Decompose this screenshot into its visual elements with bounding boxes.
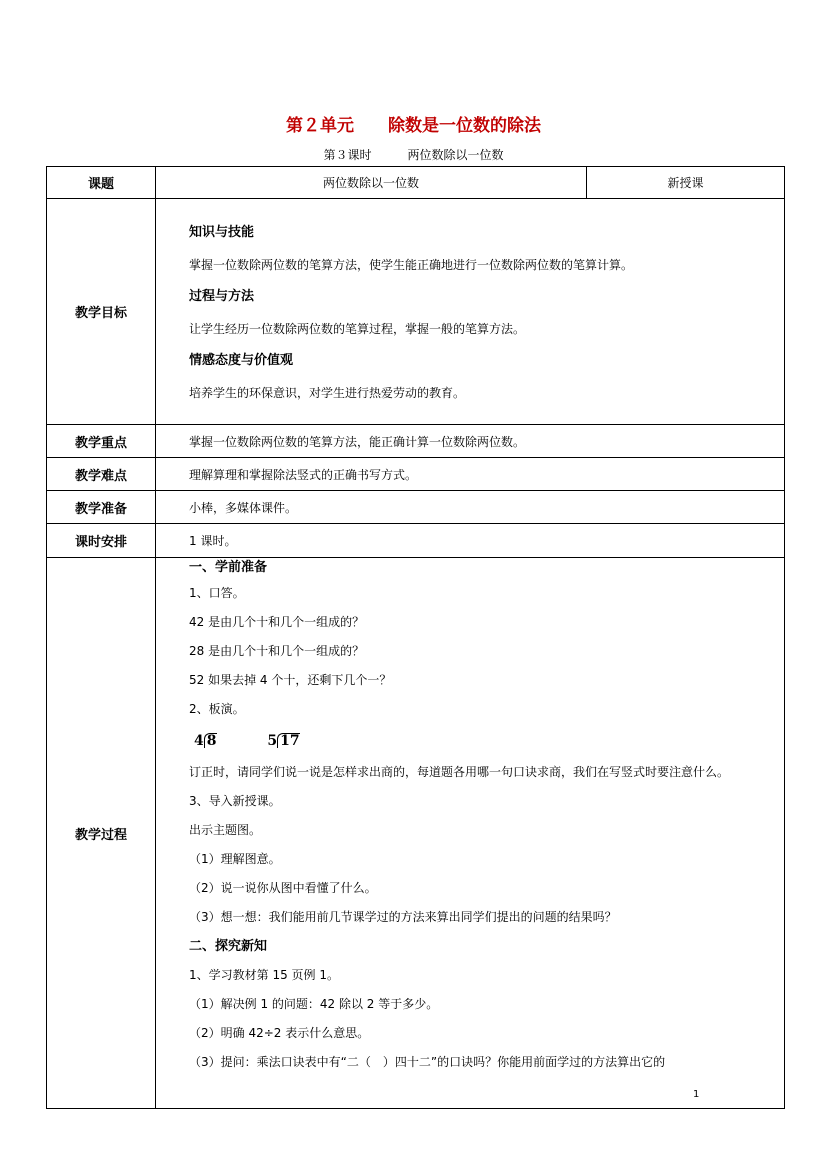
process-line: 2、板演。 xyxy=(189,702,245,716)
difficult-row xyxy=(47,458,785,491)
goals-content xyxy=(156,199,785,425)
process-line: （2）说一说你从图中看懂了什么。 xyxy=(189,881,377,895)
process-row xyxy=(47,558,785,1109)
time-row xyxy=(47,524,785,558)
difficult-value: 理解算理和掌握除法竖式的正确书写方式。 xyxy=(156,458,785,491)
goal-text: 让学生经历一位数除两位数的笔算过程，掌握一般的笔算方法。 xyxy=(189,321,526,336)
process-line: （3）想一想：我们能用前几节课学过的方法来算出同学们提出的问题的结果吗？ xyxy=(189,910,617,924)
process-line: 出示主题图。 xyxy=(189,823,262,837)
process-content xyxy=(156,558,785,1109)
page-title: 第２单元 除数是一位数的除法 xyxy=(286,116,541,136)
time-value: 1 课时。 xyxy=(156,524,785,558)
goal-text: 培养学生的环保意识，对学生进行热爱劳动的教育。 xyxy=(189,385,466,400)
process-line: 3、导入新授课。 xyxy=(189,794,281,808)
process-line: 1、学习教材第 15 页例 1。 xyxy=(189,968,339,982)
key-label: 教学重点 xyxy=(47,425,156,458)
process-label: 教学过程 xyxy=(47,558,156,1109)
long-division-1: 4 8 xyxy=(194,733,217,749)
process-line: （2）明确 42÷2 表示什么意思。 xyxy=(189,1026,370,1040)
prep-label: 教学准备 xyxy=(47,491,156,524)
lesson-plan-table xyxy=(46,166,785,1109)
page-number: 1 xyxy=(693,1089,700,1100)
goal-heading: 知识与技能 xyxy=(189,224,255,240)
key-row xyxy=(47,425,785,458)
goal-heading: 过程与方法 xyxy=(189,288,255,304)
time-label: 课时安排 xyxy=(47,524,156,558)
section-heading: 一、学前准备 xyxy=(189,560,268,575)
process-line: 1、口答。 xyxy=(189,586,245,600)
process-line: 28 是由几个十和几个一组成的？ xyxy=(189,644,365,658)
goals-row xyxy=(47,199,785,425)
process-line: （3）提问：乘法口诀表中有“二（ ）四十二”的口诀吗？你能用前面学过的方法算出它的 xyxy=(189,1055,666,1069)
process-paragraph: 订正时，请同学们说一说是怎样求出商的，每道题各用哪一句口诀求商，我们在写竖式时要注意什么。 xyxy=(189,765,730,779)
long-division-examples xyxy=(156,724,784,758)
process-line: 52 如果去掉 4 个十，还剩下几个一？ xyxy=(189,673,392,687)
topic-row xyxy=(47,167,785,199)
goal-text: 掌握一位数除两位数的笔算方法，使学生能正确地进行一位数除两位数的笔算计算。 xyxy=(189,257,634,272)
long-division-2: 5 17 xyxy=(267,733,300,749)
prep-row xyxy=(47,491,785,524)
difficult-label: 教学难点 xyxy=(47,458,156,491)
goals-label: 教学目标 xyxy=(47,199,156,425)
topic-label: 课题 xyxy=(47,167,156,199)
goal-heading: 情感态度与价值观 xyxy=(189,352,294,368)
lesson-type: 新授课 xyxy=(587,167,785,199)
key-value: 掌握一位数除两位数的笔算方法，能正确计算一位数除两位数。 xyxy=(156,425,785,458)
process-line: （1）理解图意。 xyxy=(189,852,281,866)
section-heading: 二、探究新知 xyxy=(189,939,268,954)
process-line: （1）解决例 1 的问题：42 除以 2 等于多少。 xyxy=(189,997,439,1011)
lesson-subtitle: 第３课时 两位数除以一位数 xyxy=(323,148,504,162)
prep-value: 小棒，多媒体课件。 xyxy=(156,491,785,524)
topic-value: 两位数除以一位数 xyxy=(156,167,587,199)
process-line: 42 是由几个十和几个一组成的？ xyxy=(189,615,365,629)
